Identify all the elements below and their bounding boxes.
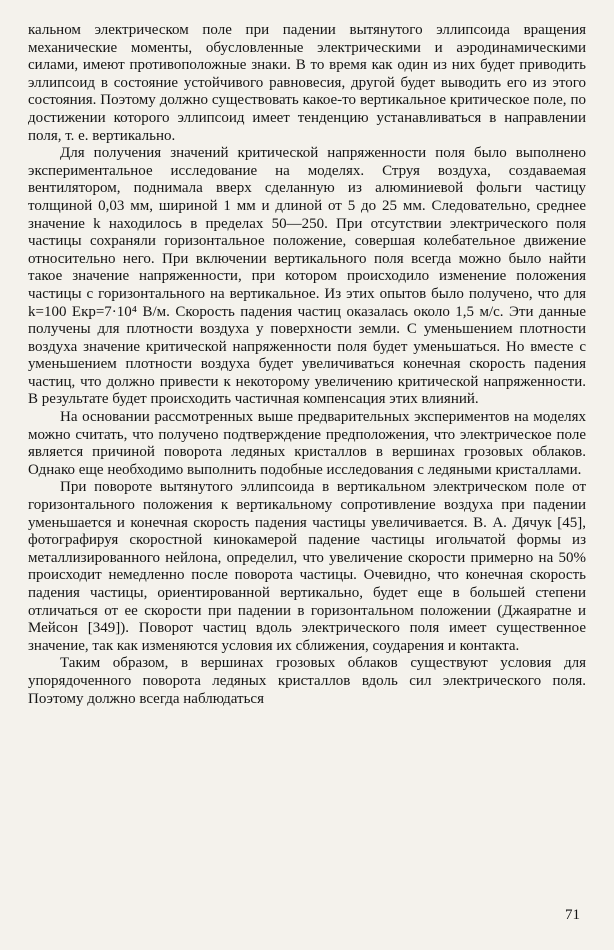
page-number: 71 <box>565 907 580 923</box>
paragraph-1: кальном электрическом поле при падении вытянутого эллипсоида вращения механические моменты, обусловленные электрическими и аэродинамическими силами, имеют противоположные знаки. В то время как один из них будет приводить эллипсоид в состояние устойчивого равновесия, другой будет выводить его из этого состояния. Поэтому должно существовать какое-то вертикальное критическое поле, по достижении которого эллипсоид имеет тенденцию устанавливаться в направлении поля, т. е. вертикально. <box>28 22 586 144</box>
paragraph-2: Для получения значений критической напряженности поля было выполнено экспериментальное исследование на моделях. Струя воздуха, создаваемая вентилятором, поднимала вверх сделанную из алюминиевой фольги частицу толщиной 0,03 мм, шириной 1 мм и длиной от 5 до 25 мм. Следовательно, среднее значение k находилось в пределах 50—250. При отсутствии электрического поля частицы сохраняли горизонтальное положение, совершая колебательное движение относительно него. При включении вертикального поля всегда можно было найти такое значение напряженности, при котором происходило изменение положения частицы с горизонтального на вертикальное. Из этих опытов было получено, что для k=100 Eкр=7·10⁴ В/м. Скорость падения частиц оказалась около 1,5 м/с. Эти данные получены для плотности воздуха у поверхности земли. С уменьшением плотности воздуха значение критической напряженности поля будет уменьшаться. Но вместе с уменьшением плотности воздуха будет увеличиваться конечная скорость падения частиц, что должно привести к некоторому увеличению критической напряженности. В результате будет происходить частичная компенсация этих влияний. <box>28 145 586 408</box>
paragraph-5: Таким образом, в вершинах грозовых облаков существуют условия для упорядоченного поворота ледяных кристаллов вдоль сил электрического поля. Поэтому должно всегда наблюдаться <box>28 655 586 707</box>
paragraph-3: На основании рассмотренных выше предварительных экспериментов на моделях можно считать, что получено подтверждение предположения, что электрическое поле является причиной поворота ледяных кристаллов в вершинах грозовых облаков. Однако еще необходимо выполнить подобные исследования с ледяными кристаллами. <box>28 409 586 478</box>
paragraph-4: При повороте вытянутого эллипсоида в вертикальном электрическом поле от горизонтального положения к вертикальному сопротивление воздуха при падении уменьшается и конечная скорость падения частицы увеличивается. В. А. Дячук [45], фотографируя скоростной кинокамерой падение частицы игольчатой формы из металлизированного нейлона, определил, что увеличение скорости примерно на 50% происходит немедленно после поворота частицы. Очевидно, что конечная скорость падения частицы, ориентированной вертикально, будет еще в большей степени отличаться от ее скорости при падении в горизонтальном положении (Джаяратне и Мейсон [349]). Поворот частиц вдоль электрического поля имеет существенное значение, так как изменяются условия их сближения, соударения и контакта. <box>28 479 586 654</box>
